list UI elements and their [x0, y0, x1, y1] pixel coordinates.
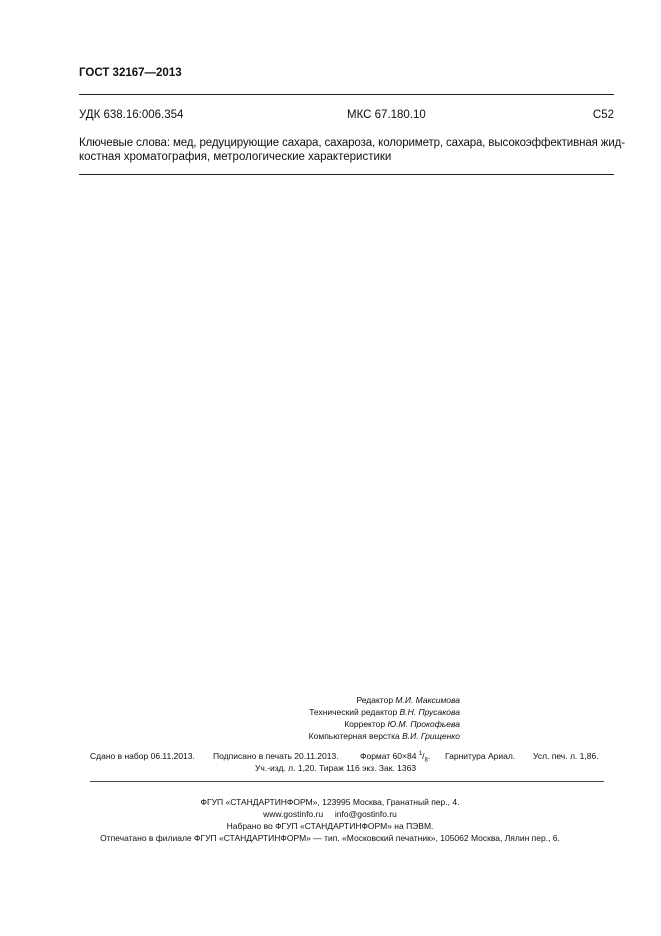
top-divider [79, 94, 614, 95]
publisher-address: ФГУП «СТАНДАРТИНФОРМ», 123995 Москва, Гранатный пер., 4. [200, 797, 460, 807]
classifier-code: С52 [592, 109, 614, 121]
editor-row [200, 694, 460, 706]
editor-label: Редактор [356, 695, 394, 705]
format-denominator: 8 [424, 757, 428, 764]
print-info-line-2: Уч.-изд. л. 1,20. Тираж 116 экз. Зак. 1363 [255, 763, 417, 773]
standard-code: ГОСТ 32167—2013 [79, 67, 182, 79]
layout-name: В.И. Грищенко [402, 731, 460, 741]
sent-to-set: Сдано в набор 06.11.2013. [90, 751, 195, 761]
printed-info: Отпечатано в филиале ФГУП «СТАНДАРТИНФОРМ» — тип. «Московский печатник», 105062 Москва, Лялин пер., 6. [100, 833, 560, 843]
tech-editor-row [200, 706, 460, 718]
corrector-name: Ю.М. Прокофьева [387, 719, 460, 729]
corrector-row [200, 718, 460, 730]
keywords-block [79, 137, 625, 164]
print-sheets: Усл. печ. л. 1,86. [533, 751, 599, 761]
publisher-contacts [80, 808, 580, 820]
publisher-block [80, 796, 580, 844]
typeface: Гарнитура Ариал. [445, 751, 516, 761]
signed-to-print: Подписано в печать 20.11.2013. [213, 751, 339, 761]
corrector-label: Корректор [344, 719, 386, 729]
format-numerator: 1 [418, 751, 423, 758]
keywords-line-2: костная хроматография, метрологические характеристики [79, 150, 392, 163]
tech-editor-name: В.Н. Прусакова [399, 707, 460, 717]
publisher-website: www.gostinfo.ru [263, 809, 324, 819]
mks-code: МКС 67.180.10 [347, 109, 426, 121]
keywords-line-1: Ключевые слова: мед, редуцирующие сахара, сахароза, колориметр, сахара, высокоэффективная жид- [79, 137, 625, 149]
print-divider [90, 781, 604, 782]
credits-block [200, 694, 460, 742]
format-prefix: Формат 60×84 [360, 751, 417, 761]
paper-format: Формат 60×84 $^1/_8$. [360, 751, 431, 764]
typeset-info: Набрано во ФГУП «СТАНДАРТИНФОРМ» на ПЭВМ. [226, 821, 434, 831]
layout-row [200, 730, 460, 742]
publisher-email: info@gostinfo.ru [334, 809, 397, 819]
layout-label: Компьютерная верстка [308, 731, 400, 741]
udk-code: УДК 638.16:006.354 [79, 109, 184, 121]
editor-name: М.И. Максимова [395, 695, 460, 705]
tech-editor-label: Технический редактор [309, 707, 398, 717]
keywords-divider [79, 174, 614, 175]
